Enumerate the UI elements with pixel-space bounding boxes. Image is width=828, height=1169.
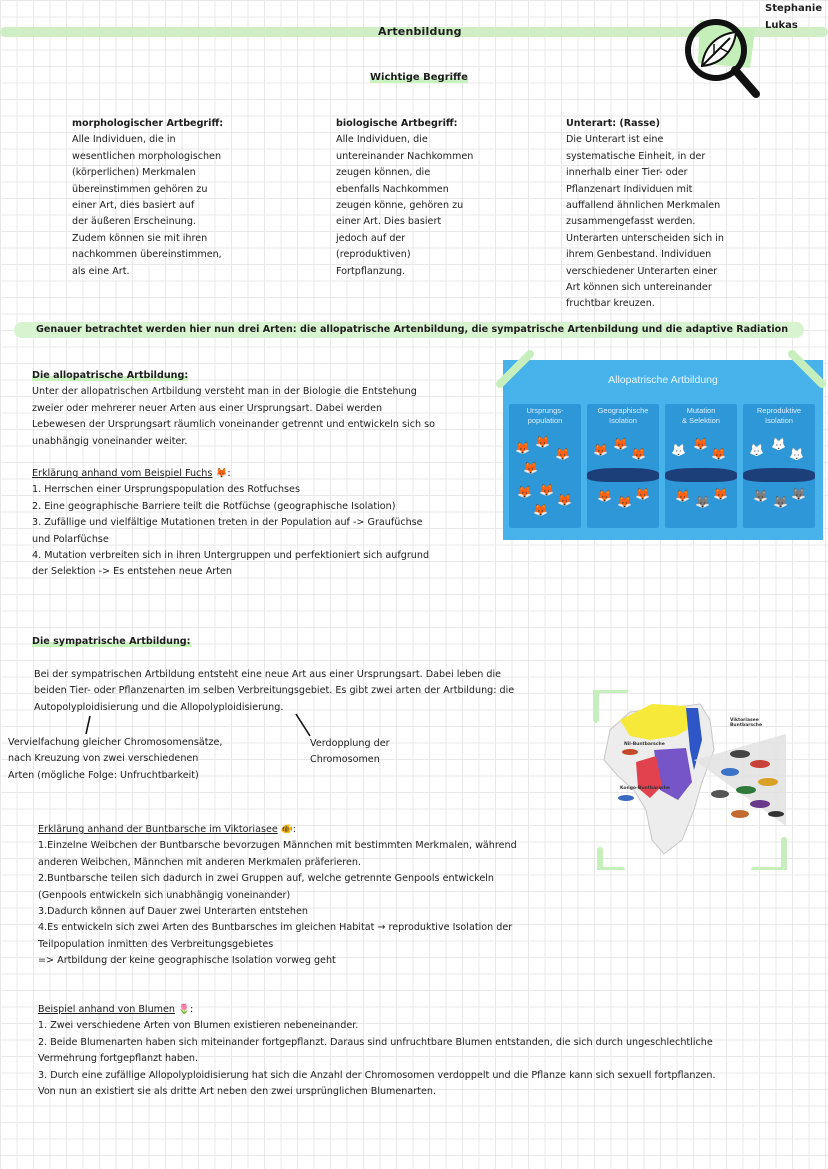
term-line: Art können sich untereinander xyxy=(566,282,712,294)
red-fox-icon: 🦊 xyxy=(635,487,650,501)
term-line: Alle Individuen, die in xyxy=(72,134,176,146)
arctic-fox-icon: 🦊 xyxy=(789,447,804,461)
term-line: jedoch auf der xyxy=(336,232,406,244)
term-line: einer Art. Dies basiert xyxy=(336,216,442,228)
term-title: biologische Artbegriff: xyxy=(336,118,458,129)
grey-fox-icon: 🦊 xyxy=(791,487,806,501)
cichlid-map-figure xyxy=(590,690,790,870)
river-barrier xyxy=(587,468,659,482)
page-title: Artenbildung xyxy=(378,25,462,38)
note-autopolyploid: Verdopplung der Chromosomen xyxy=(310,738,390,766)
grey-fox-icon: 🦊 xyxy=(773,495,788,509)
red-fox-icon: 🦊 xyxy=(675,489,690,503)
map-label-kongo: Kongo-Buntbarsche xyxy=(620,786,670,791)
term-line: als eine Art. xyxy=(72,265,130,277)
fox-step: 1. Herrschen einer Ursprungspopulation des Rotfuchses xyxy=(32,484,300,496)
arctic-fox-icon: 🦊 xyxy=(671,443,686,457)
term-line: Fortpflanzung. xyxy=(336,265,406,277)
map-label-nil: Nil-Buntbarsche xyxy=(624,742,665,747)
red-fox-icon: 🦊 xyxy=(593,443,608,457)
flower-step: 2. Beide Blumenarten haben sich miteinander fortgepflanzt. Daraus sind unfruchtbare Blumen entstanden, die sich durch ungeschlechtliche xyxy=(38,1036,713,1048)
fox-icon: 🦊 xyxy=(215,468,228,480)
flower-example-heading: Beispiel anhand von Blumen 🌷: xyxy=(38,1004,194,1015)
term-column-subspecies xyxy=(566,116,724,313)
term-line: verschiedener Unterarten einer xyxy=(566,265,718,277)
note-allopolyploid: Vervielfachung gleicher Chromosomensätze, nach Kreuzung von zwei verschiedenen Arten (mögliche Folge: Unfruchtbarkeit) xyxy=(8,737,223,781)
term-line: ebenfalls Nachkommen xyxy=(336,183,449,195)
figure-corner-decoration xyxy=(492,348,828,388)
sympatric-heading: Die sympatrische Artbildung: xyxy=(32,636,191,647)
allopatric-line: zweier oder mehrerer neuer Arten aus einer Ursprungsart. Dabei werden xyxy=(32,402,383,414)
fish-step: 1.Einzelne Weibchen der Buntbarsche bevorzugen Männchen mit bestimmten Merkmalen, während xyxy=(38,840,517,852)
sympatric-line: Bei der sympatrischen Artbildung entsteht eine neue Art aus einer Ursprungsart. Dabei leben die xyxy=(34,669,502,680)
fish-step: Teilpopulation inmitten des Verbreitungsgebietes xyxy=(38,938,274,950)
figure-title: Allopatrische Artbildung xyxy=(608,374,718,386)
fox-step: 3. Zufällige und vielfältige Mutationen treten in der Population auf -> Graufüchse xyxy=(32,517,423,529)
panel-mutation: Mutation & Selektion 🦊 🦊 🦊 🦊 🦊 🦊 xyxy=(665,404,737,528)
red-fox-icon: 🦊 xyxy=(713,487,728,501)
red-fox-icon: 🦊 xyxy=(533,503,548,517)
panel-isolation: Geographische Isolation 🦊 🦊 🦊 🦊 🦊 🦊 xyxy=(587,404,659,528)
term-title: Unterart: (Rasse) xyxy=(566,118,660,129)
term-column-morphological xyxy=(72,116,223,280)
tulip-icon: 🌷 xyxy=(178,1004,191,1015)
term-line: auffallend ähnlichen Merkmalen xyxy=(566,200,721,212)
term-line: zusammengefasst werden. xyxy=(566,216,696,228)
map-label-victoria: Viktoriasee Buntbarsche xyxy=(730,718,763,728)
term-line: zeugen könne, gehören zu xyxy=(336,200,464,212)
panel-origin: Ursprungs- population 🦊 🦊 🦊 🦊 🦊 🦊 🦊 🦊 xyxy=(509,404,581,528)
term-line: (reproduktiven) xyxy=(336,249,411,261)
term-line: zeugen können, die xyxy=(336,167,431,179)
allopatric-line: Lebewesen der Ursprungsart räumlich voneinander getrennt und entwickeln sich so xyxy=(32,419,435,431)
fox-step: 2. Eine geographische Barriere teilt die Rotfüchse (geographische Isolation) xyxy=(32,500,396,512)
fox-step: und Polarfüchse xyxy=(32,533,109,545)
red-fox-icon: 🦊 xyxy=(535,435,550,449)
fish-example xyxy=(38,822,517,970)
author-first: Stephanie xyxy=(765,3,823,14)
term-line: systematische Einheit, in der xyxy=(566,150,706,162)
fish-step: anderen Weibchen, Männchen mit anderen Merkmalen präferieren. xyxy=(38,856,362,868)
terms-heading xyxy=(370,70,468,86)
arctic-fox-icon: 🦊 xyxy=(771,437,786,451)
fish-step: (Genpools entwickeln sich unabhängig voneinander) xyxy=(38,889,291,901)
terms-heading-text: Wichtige Begriffe xyxy=(370,72,468,83)
red-fox-icon: 🦊 xyxy=(693,437,708,451)
term-line: Zudem können sie mit ihren xyxy=(72,232,208,244)
allopatric-section xyxy=(32,368,435,581)
river-barrier xyxy=(665,468,737,482)
term-line: übereinstimmen gehören zu xyxy=(72,183,208,195)
red-fox-icon: 🦊 xyxy=(555,447,570,461)
grey-fox-icon: 🦊 xyxy=(695,495,710,509)
term-line: Unterarten unterscheiden sich in xyxy=(566,232,724,244)
flower-step: 1. Zwei verschiedene Arten von Blumen existieren nebeneinander. xyxy=(38,1020,359,1032)
red-fox-icon: 🦊 xyxy=(617,495,632,509)
term-line: Pflanzenart Individuen mit xyxy=(566,183,693,195)
africa-map xyxy=(590,690,790,870)
red-fox-icon: 🦊 xyxy=(711,447,726,461)
term-line: ihrem Genbestand. Individuen xyxy=(566,249,712,261)
term-line: einer Art, dies basiert auf xyxy=(72,200,195,212)
author-second: Lukas xyxy=(765,20,798,31)
flower-step: 3. Durch eine zufällige Allopolyploidisierung hat sich die Anzahl der Chromosomen verdoppelt und die Pflanze kann sich sexuell fortpflanzen. xyxy=(38,1069,716,1081)
red-fox-icon: 🦊 xyxy=(557,493,572,507)
fish-step: => Artbildung der keine geographische Isolation vorweg geht xyxy=(38,955,336,967)
river-barrier xyxy=(743,468,815,482)
term-line: innerhalb einer Tier- oder xyxy=(566,167,688,179)
red-fox-icon: 🦊 xyxy=(517,485,532,499)
red-fox-icon: 🦊 xyxy=(613,437,628,451)
flower-step: Vermehrung fortgepflanzt haben. xyxy=(38,1053,199,1065)
flower-step: Von nun an existiert sie als dritte Art neben den zwei ursprünglichen Blumenarten. xyxy=(38,1086,437,1098)
red-fox-icon: 🦊 xyxy=(597,489,612,503)
fox-example-heading: Erklärung anhand vom Beispiel Fuchs 🦊: xyxy=(32,468,231,480)
term-line: der äußeren Erscheinung. xyxy=(72,216,196,228)
fox-step: 4. Mutation verbreiten sich in ihren Untergruppen und perfektioniert sich aufgrund xyxy=(32,550,430,562)
term-line: wesentlichen morphologischen xyxy=(72,150,222,162)
sympatric-line: Autopolyploidisierung und die Allopolyploidisierung. xyxy=(34,701,284,713)
red-fox-icon: 🦊 xyxy=(539,483,554,497)
author-names xyxy=(765,0,822,34)
flower-example xyxy=(38,1002,716,1100)
fish-step: 3.Dadurch können auf Dauer zwei Unterarten entstehen xyxy=(38,906,308,918)
fish-step: 2.Buntbarsche teilen sich dadurch in zwei Gruppen auf, welche getrennte Genpools entwickeln xyxy=(38,873,494,885)
sympatric-paragraph xyxy=(34,667,514,716)
term-line: untereinander Nachkommen xyxy=(336,150,474,162)
term-line: Alle Individuen, die xyxy=(336,134,428,146)
allopatric-heading: Die allopatrische Artbildung: xyxy=(32,370,189,381)
magnifier-leaf-icon xyxy=(680,8,762,98)
term-line: (körperlichen) Merkmalen xyxy=(72,167,196,179)
fish-step: 4.Es entwickeln sich zwei Arten des Buntbarsches im gleichen Habitat → reproduktive Isolation der xyxy=(38,922,513,934)
allopatric-line: Unter der allopatrischen Artbildung versteht man in der Biologie die Entstehung xyxy=(32,386,417,398)
term-column-biological xyxy=(336,116,473,280)
intro-text: Genauer betrachtet werden hier nun drei Arten: die allopatrische Artenbildung, die sympatrische Artenbildung und die adaptive Radiation xyxy=(36,324,789,335)
term-line: nachkommen übereinstimmen, xyxy=(72,249,222,261)
fox-step: der Selektion -> Es entstehen neue Arten xyxy=(32,566,232,578)
panel-reproductive: Reproduktive Isolation 🦊 🦊 🦊 🦊 🦊 🦊 xyxy=(743,404,815,528)
fish-example-heading: Erklärung anhand der Buntbarsche im Viktoriasee 🐠: xyxy=(38,824,297,835)
allopatric-line: unabhängig voneinander weiter. xyxy=(32,435,188,447)
term-line: Die Unterart ist eine xyxy=(566,134,664,146)
red-fox-icon: 🦊 xyxy=(523,461,538,475)
red-fox-icon: 🦊 xyxy=(515,441,530,455)
grey-fox-icon: 🦊 xyxy=(753,489,768,503)
term-title: morphologischer Artbegriff: xyxy=(72,118,224,129)
red-fox-icon: 🦊 xyxy=(631,447,646,461)
arctic-fox-icon: 🦊 xyxy=(749,443,764,457)
fish-icon: 🐠 xyxy=(280,824,293,835)
term-line: fruchtbar kreuzen. xyxy=(566,298,655,310)
sympatric-line: beiden Tier- oder Pflanzenarten im selben Verbreitungsgebiet. Es gibt zwei arten der Artbildung: die xyxy=(34,685,515,697)
